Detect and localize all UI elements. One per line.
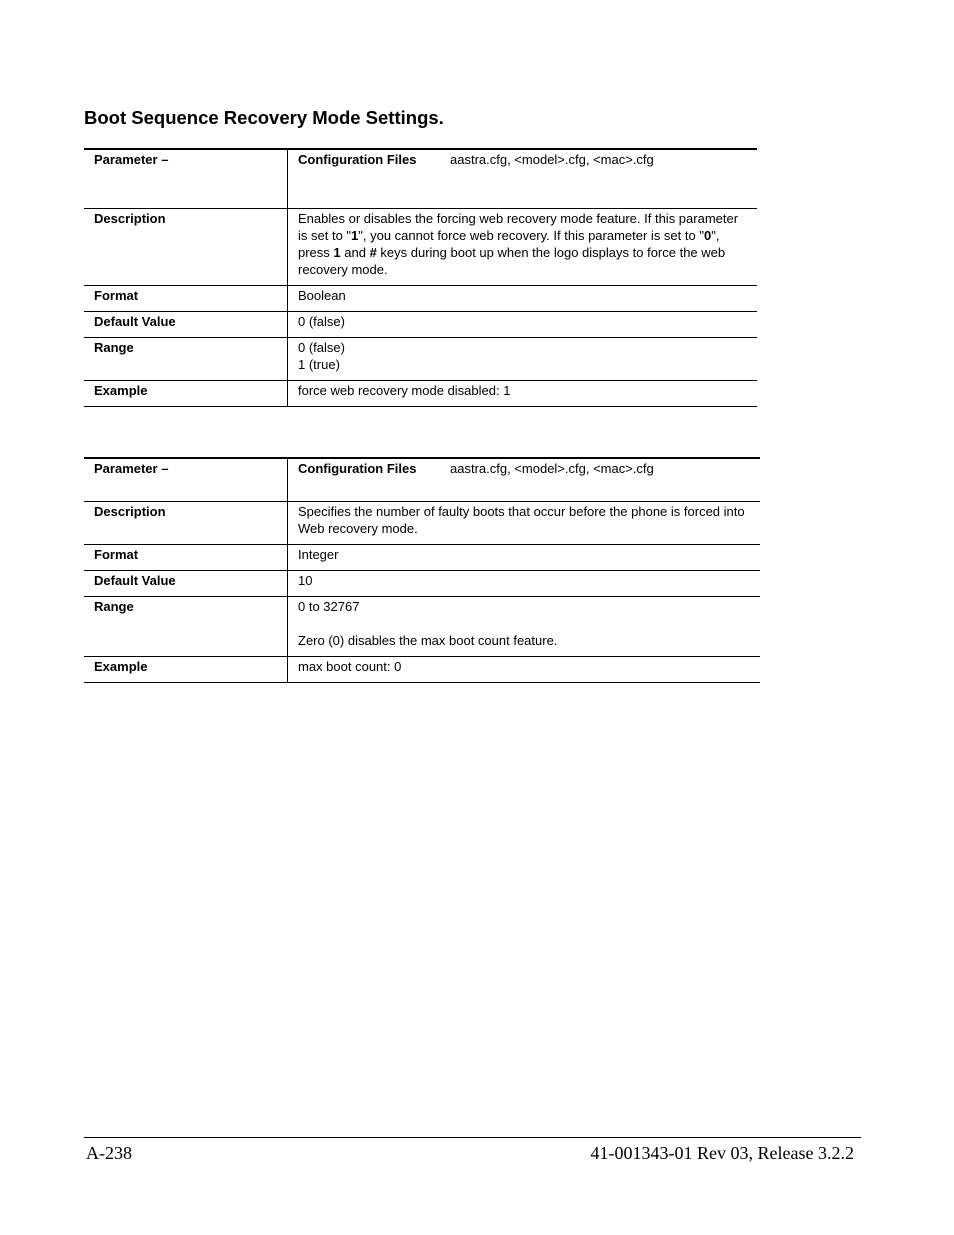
config-files-cell [288, 149, 758, 209]
default-value-label: Default Value [84, 312, 288, 338]
table-row-format [84, 286, 757, 312]
example-label: Example [84, 381, 288, 407]
table-row-example [84, 381, 757, 407]
footer-divider [84, 1137, 861, 1138]
description-part: Enables or disables the forcing web recovery mode feature. If this parameter is set to " [298, 211, 739, 243]
config-files-label: Configuration Files [298, 152, 417, 167]
table-row-description [84, 502, 760, 545]
config-files-value: aastra.cfg, <model>.cfg, <mac>.cfg [450, 461, 654, 476]
description-bold: 0 [703, 228, 712, 243]
default-value-label: Default Value [84, 571, 288, 597]
range-label: Range [84, 338, 288, 381]
config-files-value: aastra.cfg, <model>.cfg, <mac>.cfg [450, 152, 654, 167]
table-row-default-value [84, 312, 757, 338]
range-note: Zero (0) disables the max boot count feature. [298, 633, 558, 648]
section-heading: Boot Sequence Recovery Mode Settings. [84, 107, 444, 128]
range-line: 0 (false) [298, 340, 345, 355]
description-part: ", you cannot force web recovery. If this parameter is set to " [358, 228, 704, 243]
table-row-range [84, 338, 757, 381]
table-row-format [84, 545, 760, 571]
table-row-parameter [84, 458, 760, 502]
table-row-example [84, 657, 760, 683]
table-row-parameter [84, 149, 757, 209]
description-bold: # [369, 245, 377, 260]
example-value: force web recovery mode disabled: 1 [288, 381, 758, 407]
description-label: Description [84, 502, 288, 545]
range-value [288, 338, 758, 381]
format-value: Integer [288, 545, 761, 571]
range-label: Range [84, 597, 288, 657]
document-id: 41-001343-01 Rev 03, Release 3.2.2 [590, 1143, 854, 1163]
parameter-table-force-web-recovery [84, 148, 757, 407]
description-part: ", press [298, 228, 720, 260]
range-line: 0 to 32767 [298, 599, 360, 614]
range-value [288, 597, 761, 657]
config-files-cell [288, 458, 761, 502]
format-label: Format [84, 286, 288, 312]
page-number: A-238 [86, 1143, 132, 1163]
format-value: Boolean [288, 286, 758, 312]
example-value: max boot count: 0 [288, 657, 761, 683]
default-value: 0 (false) [288, 312, 758, 338]
range-line: 1 (true) [298, 357, 340, 372]
description-label: Description [84, 209, 288, 286]
table-row-range [84, 597, 760, 657]
config-files-label: Configuration Files [298, 461, 417, 476]
parameter-label: Parameter – [84, 458, 288, 502]
description-part: keys during boot up when the logo displays to force the web recovery mode. [298, 245, 726, 277]
parameter-label: Parameter – [84, 149, 288, 209]
description-bold: 1 [351, 228, 359, 243]
description-text: Specifies the number of faulty boots that occur before the phone is forced into Web recovery mode. [288, 502, 761, 545]
parameter-table-max-boot-count [84, 457, 760, 683]
description-text [288, 209, 758, 286]
description-bold: 1 [333, 245, 341, 260]
default-value: 10 [288, 571, 761, 597]
example-label: Example [84, 657, 288, 683]
format-label: Format [84, 545, 288, 571]
table-row-description [84, 209, 757, 286]
table-row-default-value [84, 571, 760, 597]
description-part: and [340, 245, 370, 260]
